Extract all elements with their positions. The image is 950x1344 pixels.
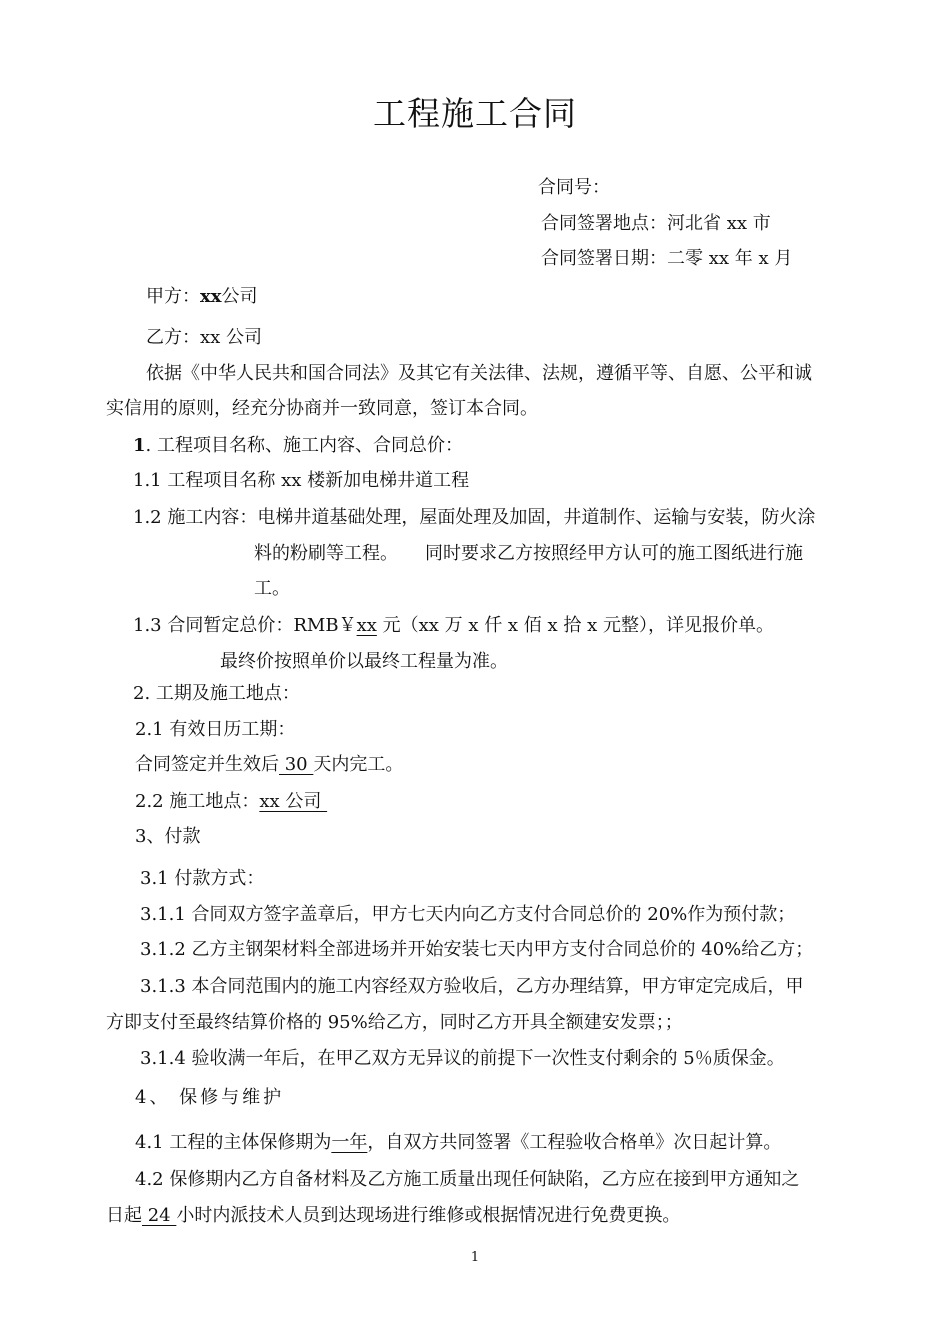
- page-number: 1: [470, 1250, 480, 1265]
- clause-4-2-line-2: [106, 1203, 680, 1229]
- clause-1-2-line-1: 1.2 施工内容：电梯井道基础处理，屋面处理及加固，井道制作、运输与安装，防火涂: [133, 507, 816, 528]
- section-1-heading: [133, 433, 463, 459]
- clause-4-1: [135, 1130, 781, 1156]
- response-hours: 24: [142, 1205, 177, 1226]
- party-a-name: xx: [200, 286, 222, 307]
- section-3-heading: 3、付款: [135, 826, 201, 847]
- section-1-title: . 工程项目名称、施工内容、合同总价：: [145, 435, 463, 456]
- section-2-heading: 2. 工期及施工地点：: [133, 683, 300, 704]
- clause-2-1: 2.1 有效日历工期：: [135, 719, 296, 740]
- clause-1-1: 1.1 工程项目名称 xx 楼新加电梯井道工程: [133, 470, 470, 491]
- section-4-heading: 4、 保修与维护: [135, 1087, 285, 1108]
- signing-place: 合同签署地点：河北省 xx 市: [541, 213, 771, 234]
- duration-days: 30: [279, 754, 314, 775]
- duration-prefix: 合同签定并生效后: [135, 754, 279, 775]
- clause-2-1-detail: [135, 752, 403, 778]
- site-prefix: 2.2 施工地点：: [135, 791, 260, 812]
- intro-line-2: 实信用的原则，经充分协商并一致同意，签订本合同。: [106, 398, 538, 419]
- party-a-label: 甲方：: [146, 286, 200, 307]
- clause-1-3-suffix: 元（xx 万 x 仟 x 佰 x 拾 x 元整），详见报价单。: [376, 615, 774, 636]
- signing-date: 合同签署日期：二零 xx 年 x 月: [541, 248, 793, 269]
- clause-1-2-line-2: 料的粉刷等工程。 同时要求乙方按照经甲方认可的施工图纸进行施: [254, 543, 803, 564]
- clause-3-1-3-line-2: 方即支付至最终结算价格的 95%给乙方，同时乙方开具全额建安发票；；: [106, 1012, 683, 1033]
- party-a: [146, 284, 257, 310]
- clause-3-1-1: 3.1.1 合同双方签字盖章后，甲方七天内向乙方支付合同总价的 20%作为预付款；: [140, 904, 796, 925]
- clause-3-1-4: 3.1.4 验收满一年后，在甲乙双方无异议的前提下一次性支付剩余的 5％质保金。: [140, 1048, 785, 1069]
- clause-1-3-line-1: [133, 613, 774, 639]
- clause-3-1-3-line-1: 3.1.3 本合同范围内的施工内容经双方验收后，乙方办理结算，甲方审定完成后，甲: [140, 976, 804, 997]
- clause-3-1-2: 3.1.2 乙方主钢架材料全部进场并开始安装七天内甲方支付合同总价的 40%给乙方；: [140, 939, 814, 960]
- response-prefix: 日起: [106, 1205, 142, 1226]
- clause-3-1: 3.1 付款方式：: [140, 868, 265, 889]
- warranty-period: 一年: [331, 1132, 368, 1153]
- intro-line-1: 依据《中华人民共和国合同法》及其它有关法律、法规，遵循平等、自愿、公平和诚: [146, 363, 812, 384]
- section-1-number: 1: [133, 435, 146, 456]
- contract-amount: xx: [356, 615, 377, 636]
- clause-1-3-prefix: 1.3 合同暂定总价：RMB￥: [133, 615, 357, 636]
- warranty-prefix: 4.1 工程的主体保修期为: [135, 1132, 332, 1153]
- contract-number: 合同号：: [538, 177, 610, 198]
- clause-2-2: [135, 789, 327, 815]
- clause-1-2-line-3: 工。: [254, 578, 290, 599]
- site-name: xx 公司: [259, 791, 328, 812]
- party-b: 乙方：xx 公司: [146, 327, 263, 348]
- party-a-suffix: 公司: [221, 286, 258, 307]
- duration-suffix: 天内完工。: [313, 754, 404, 775]
- warranty-suffix: ，自双方共同签署《工程验收合格单》次日起计算。: [367, 1132, 782, 1153]
- clause-1-3-line-2: 最终价按照单价以最终工程量为准。: [220, 651, 508, 672]
- clause-4-2-line-1: 4.2 保修期内乙方自备材料及乙方施工质量出现任何缺陷，乙方应在接到甲方通知之: [135, 1169, 800, 1190]
- document-title: 工程施工合同: [373, 94, 577, 133]
- response-suffix: 小时内派技术人员到达现场进行维修或根据情况进行免费更换。: [176, 1205, 681, 1226]
